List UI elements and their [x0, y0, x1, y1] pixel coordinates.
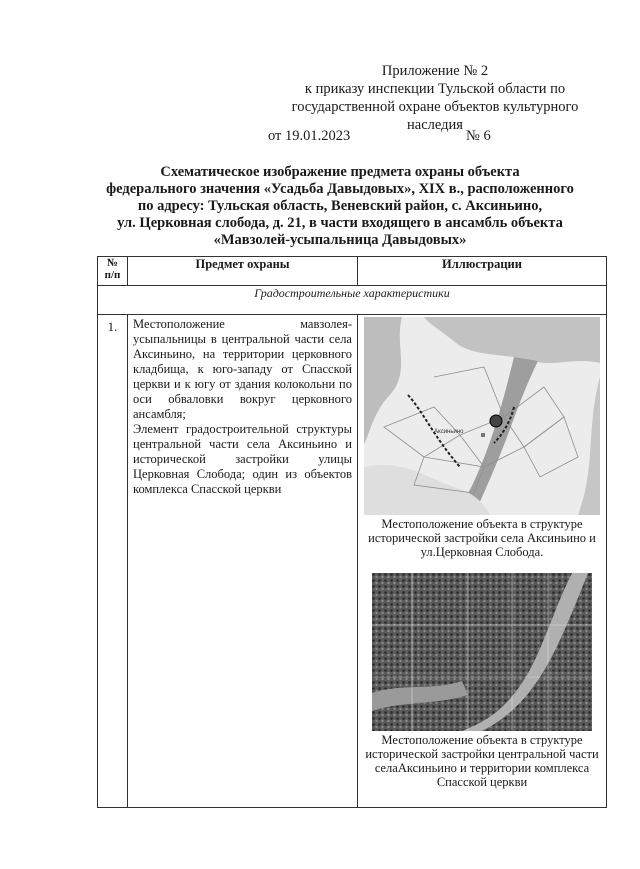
title-line: федерального значения «Усадьба Давыдовых», XIX в., расположенного	[106, 181, 574, 197]
illustration-caption: Местоположение объекта в структуре исторической застройки села Аксиньино и ул.Церковная Слобода.	[368, 517, 596, 559]
section-title: Градостроительные характеристики	[98, 286, 607, 315]
title-line: по адресу: Тульская область, Веневский район, с. Аксиньино,	[137, 198, 543, 214]
appendix-line: наследия	[407, 117, 463, 133]
row-number: 1.	[98, 315, 128, 808]
order-date: от 19.01.2023	[268, 128, 351, 144]
illustration-caption: Местоположение объекта в структуре исторической застройки центральной части селаАксиньино и территории комплекса Спасской церкви	[365, 733, 599, 789]
header-number	[98, 257, 128, 286]
protection-table	[97, 256, 607, 808]
title-line: Схематическое изображение предмета охраны объекта	[160, 164, 520, 180]
order-number: № 6	[466, 128, 491, 144]
title-line: ул. Церковная слобода, д. 21, в части входящего в ансамбль объекта	[117, 215, 563, 231]
map-village-label: Аксиньино	[434, 429, 464, 435]
appendix-title: Приложение № 2	[381, 63, 489, 79]
header-number-symbol: №	[106, 257, 119, 269]
header-illustrations: Иллюстрации	[358, 257, 607, 286]
village-plan-map	[364, 317, 600, 515]
table-header-row	[98, 257, 607, 286]
description-paragraph: Местоположение мавзолея-усыпальницы в центральной части села Аксиньино, на территории церковного кладбища, к юго-западу от Спасской церкви и к югу от здания колокольни по оси обваловки вокруг церковного ансамбля;	[133, 317, 352, 421]
header-number-abbr: п/п	[104, 269, 121, 281]
document-title	[60, 164, 620, 249]
row-illustrations	[358, 315, 607, 808]
header-subject: Предмет охраны	[128, 257, 358, 286]
appendix-line: к приказу инспекции Тульской области по	[304, 81, 566, 97]
section-row	[98, 286, 607, 315]
appendix-line: государственной охране объектов культурного	[291, 99, 579, 115]
title-line: «Мавзолей-усыпальница Давыдовых»	[213, 232, 467, 248]
table-row	[98, 315, 607, 808]
aerial-photo	[372, 573, 592, 731]
appendix-block	[270, 62, 600, 134]
description-paragraph: Элемент градостроительной структуры центральной части села Аксиньино и исторической застройки улицы Церковная Слобода; один из объектов комплекса Спасской церкви	[133, 422, 352, 496]
row-description	[128, 315, 358, 808]
